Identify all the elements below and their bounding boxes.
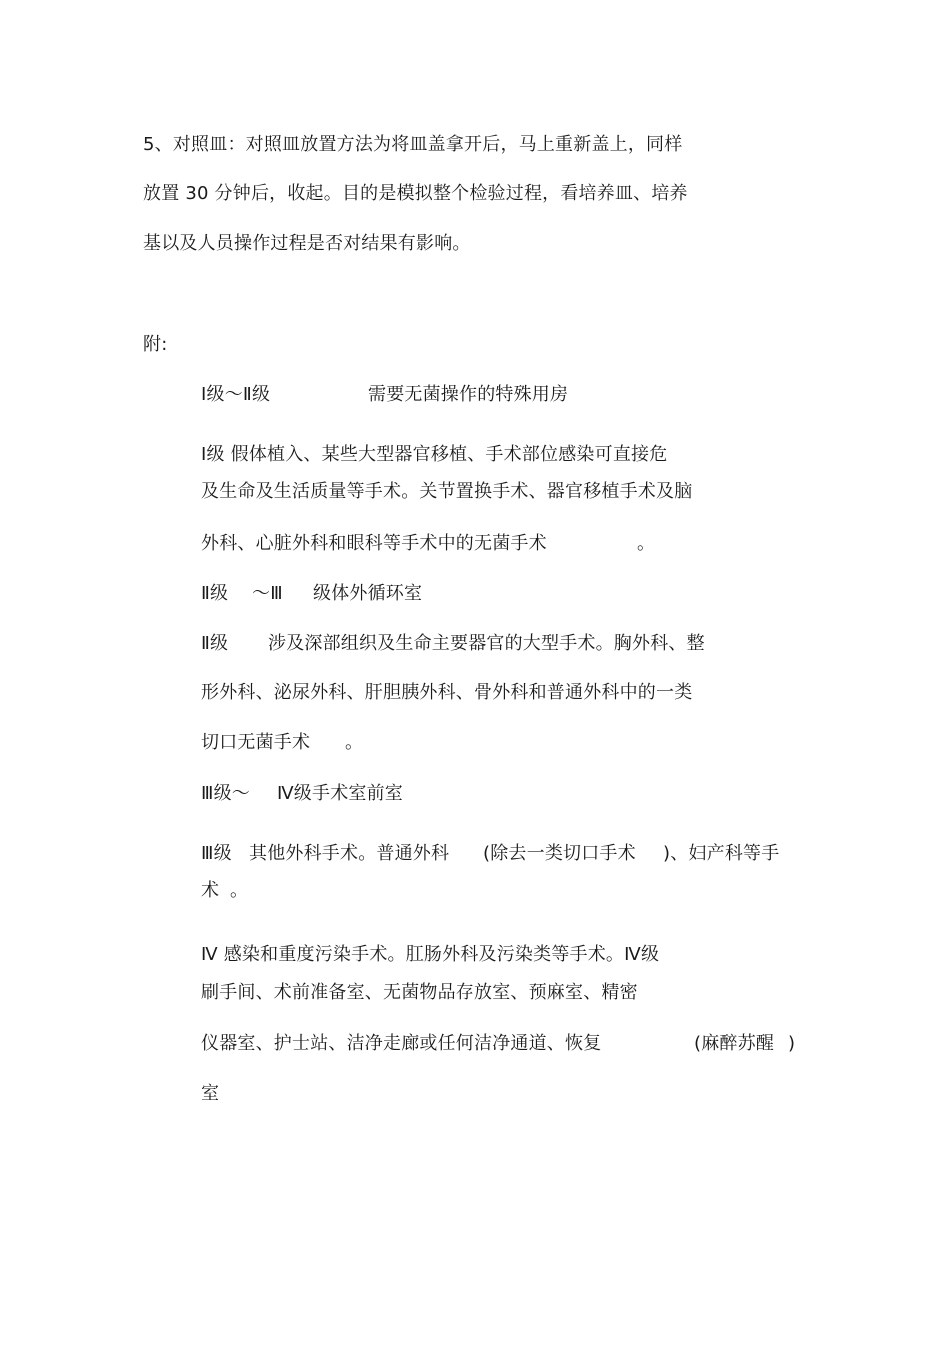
grade-4-line-4: 室 <box>201 1083 220 1104</box>
grade-row-2-grade: Ⅱ级 <box>201 583 229 604</box>
grade-row-1-desc: 需要无菌操作的特殊用房 <box>368 384 569 405</box>
grade-3-line-1b: (除去一类切口手术 <box>483 843 636 864</box>
paragraph-5-line-2: 放置 30 分钟后，收起。目的是模拟整个检验过程，看培养皿、培养 <box>143 183 688 204</box>
grade-row-1-grade: Ⅰ级～Ⅱ级 <box>201 384 271 405</box>
grade-4-line-1: Ⅳ 感染和重度污染手术。肛肠外科及污染类等手术。Ⅳ级 <box>201 944 660 965</box>
paragraph-5-line-3: 基以及人员操作过程是否对结果有影响。 <box>143 233 471 254</box>
grade-3-label: Ⅲ级 <box>201 843 232 864</box>
grade-4-line-3c: ) <box>788 1033 796 1054</box>
grade-3-line-1a: 其他外科手术。普通外科 <box>249 843 450 864</box>
grade-3-line-2: 术 <box>201 880 220 901</box>
grade-2-line-3: 切口无菌手术 <box>201 732 311 753</box>
grade-3-line-2-end: 。 <box>230 880 249 901</box>
grade-1-line-3-end: 。 <box>637 533 656 554</box>
grade-row-3-grade: Ⅲ级～ <box>201 783 251 804</box>
grade-4-line-2: 刷手间、术前准备室、无菌物品存放室、预麻室、精密 <box>201 982 638 1003</box>
appendix-label: 附: <box>143 334 168 355</box>
grade-3-line-1c: )、妇产科等手 <box>663 843 780 864</box>
grade-row-2-tilde: ～Ⅲ <box>252 583 283 604</box>
grade-row-3-desc: Ⅳ级手术室前室 <box>277 783 404 804</box>
grade-1-line-1: Ⅰ级 假体植入、某些大型器官移植、手术部位感染可直接危 <box>201 444 668 465</box>
grade-2-line-1: 涉及深部组织及生命主要器官的大型手术。胸外科、整 <box>268 633 705 654</box>
paragraph-5-line-1: 5、对照皿：对照皿放置方法为将皿盖拿开后，马上重新盖上，同样 <box>143 134 683 155</box>
grade-4-line-3a: 仪器室、护士站、洁净走廊或任何洁净通道、恢复 <box>201 1033 602 1054</box>
grade-4-line-3b: (麻醉苏醒 <box>694 1033 775 1054</box>
grade-2-label: Ⅱ级 <box>201 633 229 654</box>
grade-row-2-desc: 级体外循环室 <box>313 583 423 604</box>
grade-2-line-2: 形外科、泌尿外科、肝胆胰外科、骨外科和普通外科中的一类 <box>201 682 693 703</box>
grade-2-line-3-end: 。 <box>345 732 364 753</box>
grade-1-line-2: 及生命及生活质量等手术。关节置换手术、器官移植手术及脑 <box>201 481 693 502</box>
grade-1-line-3: 外科、心脏外科和眼科等手术中的无菌手术 <box>201 533 547 554</box>
